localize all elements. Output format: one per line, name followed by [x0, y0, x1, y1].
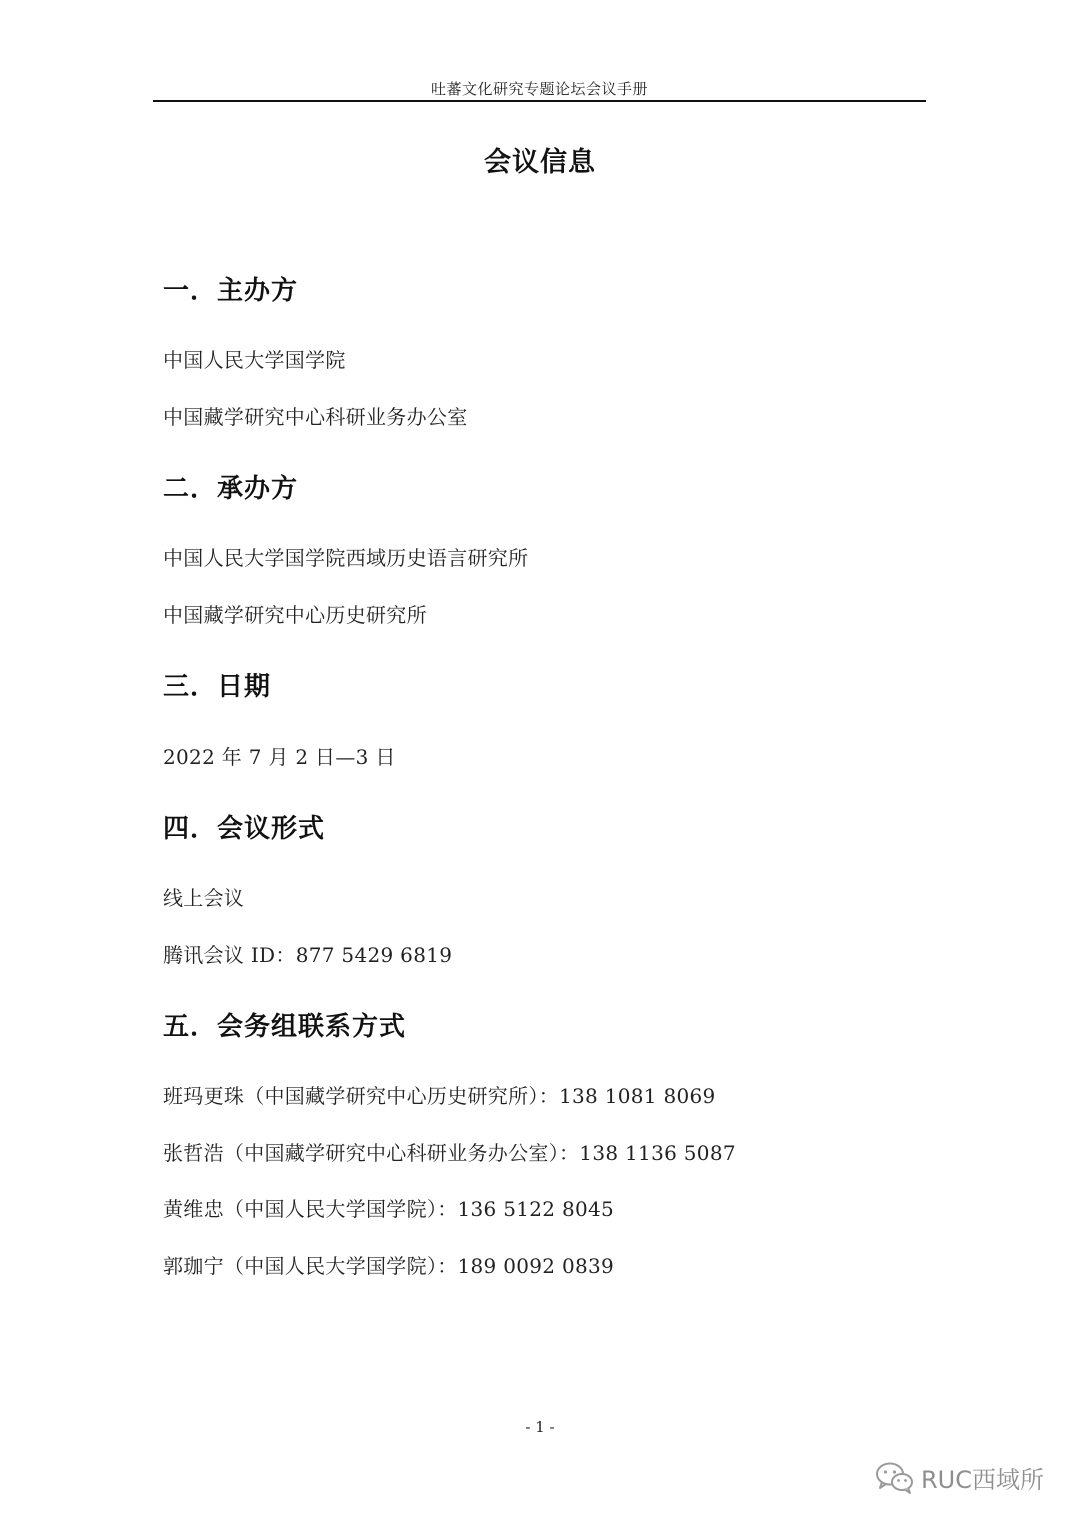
- header-divider: [153, 100, 926, 102]
- wechat-icon: [875, 1461, 915, 1495]
- section-heading-hosts: 二．承办方: [163, 474, 299, 504]
- page-title: 会议信息: [484, 147, 596, 178]
- contact-line: 班玛更珠（中国藏学研究中心历史研究所）：138 1081 8069: [163, 1084, 716, 1108]
- section-heading-date: 三．日期: [163, 672, 272, 702]
- contact-line: 张哲浩（中国藏学研究中心科研业务办公室）：138 1136 5087: [163, 1141, 736, 1165]
- page-number: - 1 -: [525, 1418, 555, 1436]
- section-heading-organizers: 一．主办方: [163, 276, 299, 306]
- section-heading-format: 四．会议形式: [163, 814, 326, 844]
- host-line: 中国藏学研究中心历史研究所: [163, 603, 427, 627]
- date-line: 2022 年 7 月 2 日—3 日: [163, 745, 396, 769]
- section-heading-contacts: 五．会务组联系方式: [163, 1012, 407, 1042]
- contact-line: 郭珈宁（中国人民大学国学院）：189 0092 0839: [163, 1254, 615, 1278]
- watermark: [875, 1460, 1044, 1495]
- format-line: 线上会议: [163, 886, 245, 910]
- contact-line: 黄维忠（中国人民大学国学院）：136 5122 8045: [163, 1197, 615, 1221]
- watermark-text: RUC西域所: [921, 1466, 1044, 1494]
- host-line: 中国人民大学国学院西域历史语言研究所: [163, 546, 529, 570]
- meeting-id-line: 腾讯会议 ID：877 5429 6819: [163, 943, 453, 967]
- running-header: 吐蕃文化研究专题论坛会议手册: [430, 80, 648, 98]
- organizer-line: 中国藏学研究中心科研业务办公室: [163, 405, 468, 429]
- organizer-line: 中国人民大学国学院: [163, 348, 346, 372]
